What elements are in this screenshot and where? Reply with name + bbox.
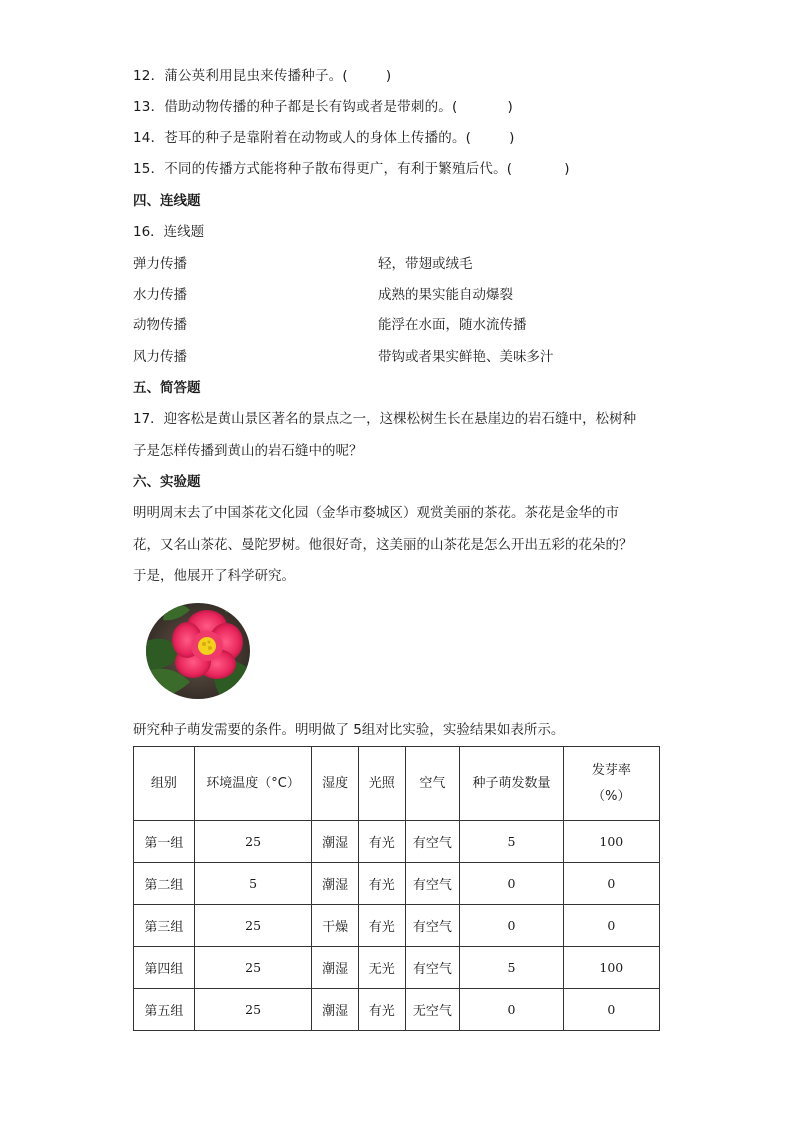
header-group: 组别 [134,747,195,821]
cell-group: 第三组 [134,905,195,947]
cell-air: 无空气 [405,989,460,1031]
experiment-table [133,746,660,1031]
question-15 [133,159,570,179]
header-temperature: 环境温度（°C） [194,747,312,821]
cell-light: 有光 [358,863,405,905]
cell-temperature: 25 [194,947,312,989]
table-header-row [134,747,660,821]
cell-humidity: 潮湿 [312,863,359,905]
match-right-item[interactable]: 能浮在水面，随水流传播 [378,317,527,333]
cell-rate: 0 [563,989,659,1031]
cell-count: 0 [460,989,563,1031]
header-humidity: 湿度 [312,747,359,821]
question-16: 16．连线题 [133,224,205,240]
cell-air: 有空气 [405,863,460,905]
table-row [134,947,660,989]
question-13-close: ) [507,99,513,115]
cell-humidity: 潮湿 [312,989,359,1031]
cell-temperature: 5 [194,863,312,905]
table-caption: 研究种子萌发需要的条件。明明做了 5组对比实验，实验结果如表所示。 [133,722,565,738]
table-row [134,863,660,905]
header-rate-line1: 发芽率 [591,762,631,778]
question-17-line2: 子是怎样传播到黄山的岩石缝中的呢？ [133,443,363,459]
table-row [134,905,660,947]
cell-count: 0 [460,905,563,947]
match-left-item[interactable]: 水力传播 [133,287,187,303]
header-light: 光照 [358,747,405,821]
question-14-text: 14．苍耳的种子是靠附着在动物或人的身体上传播的。( [133,130,472,146]
header-germination-count: 种子萌发数量 [460,747,563,821]
question-12 [133,66,391,86]
header-germination-rate [563,747,659,821]
cell-air: 有空气 [405,947,460,989]
cell-humidity: 潮湿 [312,947,359,989]
section-4-title: 四、连线题 [133,193,201,209]
cell-rate: 0 [563,905,659,947]
cell-temperature: 25 [194,905,312,947]
match-left-item[interactable]: 风力传播 [133,349,187,365]
question-12-text: 12．蒲公英利用昆虫来传播种子。( [133,68,348,84]
table-row [134,989,660,1031]
question-12-close: ) [385,68,392,84]
cell-count: 0 [460,863,563,905]
table-row [134,821,660,863]
section-6-title: 六、实验题 [133,474,201,490]
cell-air: 有空气 [405,821,460,863]
cell-temperature: 25 [194,821,312,863]
cell-humidity: 干燥 [312,905,359,947]
cell-air: 有空气 [405,905,460,947]
question-14-close: ) [509,130,515,146]
header-air: 空气 [405,747,460,821]
match-right-item[interactable]: 成熟的果实能自动爆裂 [378,287,513,303]
question-17-line1: 17．迎客松是黄山景区著名的景点之一，这棵松树生长在悬崖边的岩石缝中，松树种 [133,411,637,427]
cell-group: 第四组 [134,947,195,989]
cell-rate: 0 [563,863,659,905]
question-15-text: 15．不同的传播方式能将种子散布得更广，有利于繁殖后代。( [133,161,513,177]
question-15-close: ) [564,161,570,177]
header-rate-line2: （%） [592,788,631,804]
cell-light: 有光 [358,905,405,947]
cell-group: 第一组 [134,821,195,863]
cell-group: 第二组 [134,863,195,905]
intro-line1: 明明周末去了中国茶花文化园（金华市婺城区）观赏美丽的茶花。茶花是金华的市 [133,505,619,521]
intro-line2: 花，又名山茶花、曼陀罗树。他很好奇，这美丽的山茶花是怎么开出五彩的花朵的？ [133,537,633,553]
question-13 [133,97,513,117]
cell-humidity: 潮湿 [312,821,359,863]
section-5-title: 五、简答题 [133,380,201,396]
match-left-item[interactable]: 动物传播 [133,317,187,333]
cell-rate: 100 [563,821,659,863]
cell-light: 有光 [358,821,405,863]
cell-temperature: 25 [194,989,312,1031]
intro-line3: 于是，他展开了科学研究。 [133,568,295,584]
cell-count: 5 [460,821,563,863]
cell-light: 无光 [358,947,405,989]
cell-rate: 100 [563,947,659,989]
match-left-item[interactable]: 弹力传播 [133,256,187,272]
question-13-text: 13．借助动物传播的种子都是长有钩或者是带刺的。( [133,99,458,115]
question-14 [133,128,515,148]
camellia-flower-icon [145,602,251,700]
cell-group: 第五组 [134,989,195,1031]
match-right-item[interactable]: 轻，带翅或绒毛 [378,256,473,272]
cell-light: 有光 [358,989,405,1031]
match-right-item[interactable]: 带钩或者果实鲜艳、美味多汁 [378,349,554,365]
cell-count: 5 [460,947,563,989]
camellia-flower-image [145,602,251,700]
